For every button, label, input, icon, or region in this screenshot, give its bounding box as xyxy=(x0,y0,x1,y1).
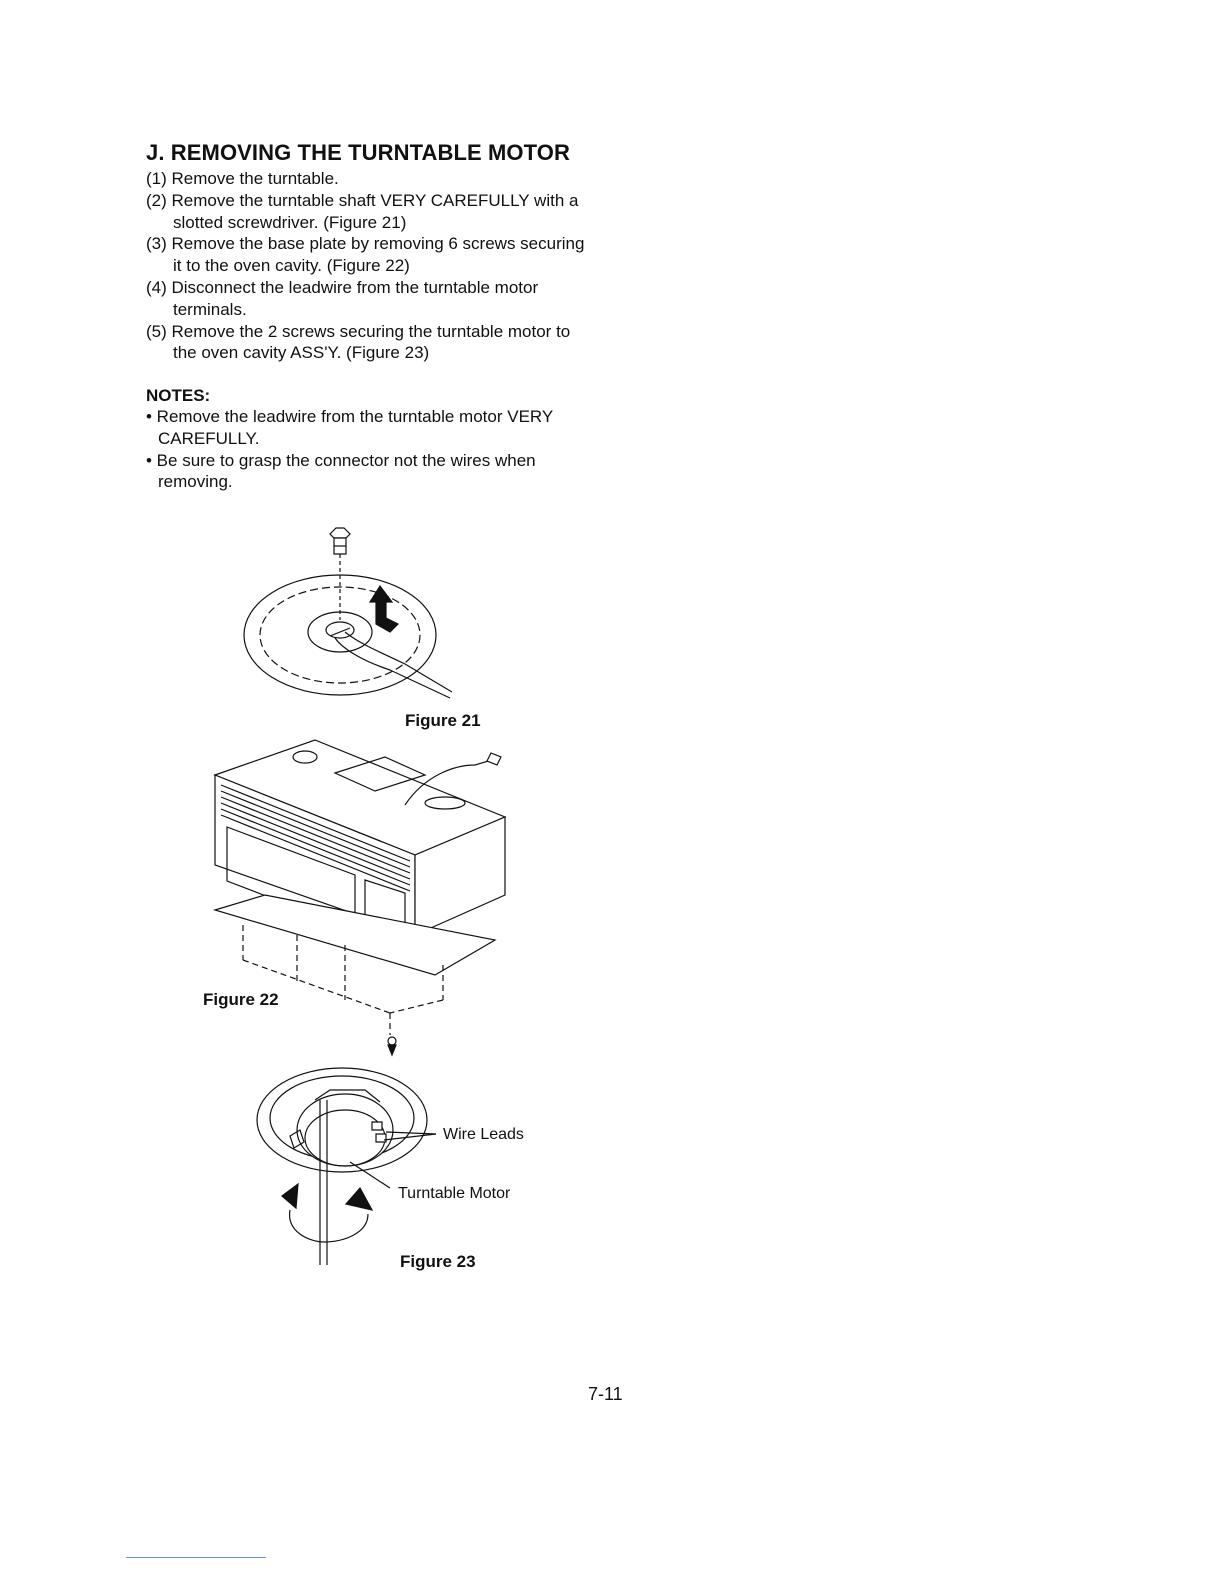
figure-23-caption: Figure 23 xyxy=(400,1252,476,1271)
notes-title: NOTES: xyxy=(146,386,211,405)
figure-23-illustration xyxy=(250,1060,450,1270)
figure-21-caption: Figure 21 xyxy=(405,711,481,730)
step-item: (3) Remove the base plate by removing 6 screws securing it to the oven cavity. (Figure 22) xyxy=(146,234,585,276)
step-item: (4) Disconnect the leadwire from the turntable motor terminals. xyxy=(146,277,539,319)
wire-leads-label: Wire Leads xyxy=(443,1126,524,1143)
footnote-rule xyxy=(126,1557,266,1558)
step-item: (1) Remove the turntable. xyxy=(146,169,339,188)
step-list xyxy=(146,168,596,364)
note-item: • Be sure to grasp the connector not the wires when removing. xyxy=(146,450,536,492)
figure-22-caption: Figure 22 xyxy=(203,990,279,1009)
step-item: (2) Remove the turntable shaft VERY CAREFULLY with a slotted screwdriver. (Figure 21) xyxy=(146,190,579,232)
section-title: J. REMOVING THE TURNTABLE MOTOR xyxy=(146,140,570,165)
page-number: 7-11 xyxy=(588,1384,623,1404)
note-item: • Remove the leadwire from the turntable motor VERY CAREFULLY. xyxy=(146,407,553,448)
figure-21-illustration xyxy=(230,520,460,710)
turntable-motor-label: Turntable Motor xyxy=(398,1185,511,1202)
figure-22-illustration xyxy=(205,735,515,1060)
step-item: (5) Remove the 2 screws securing the turntable motor to the oven cavity ASS'Y. (Figure 23) xyxy=(146,321,571,363)
notes-list xyxy=(146,406,596,493)
